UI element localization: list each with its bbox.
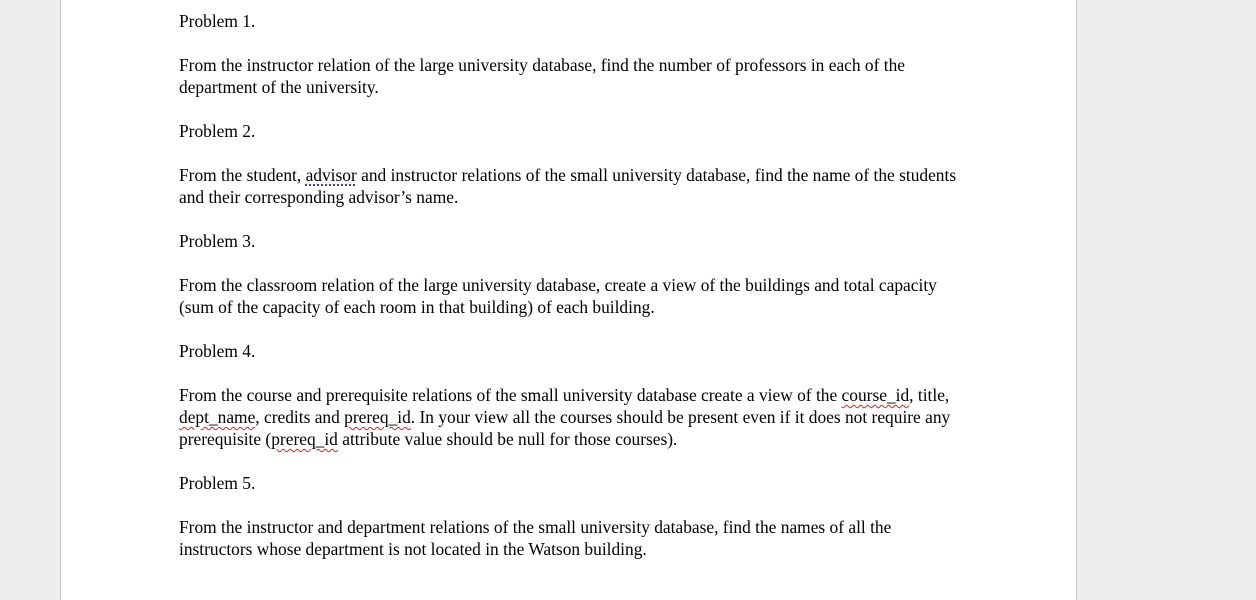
problem-heading: Problem 1. bbox=[179, 11, 256, 31]
text-run: From the course and prerequisite relations of the small university database create a view of the bbox=[179, 385, 842, 405]
document-page bbox=[60, 0, 1077, 600]
text-run: . In your view all the courses should be present even if it does not require any prerequisite ( bbox=[179, 407, 955, 449]
problem-text bbox=[179, 164, 969, 208]
text-run: and instructor relations of the small university database, find the name of the students and their corresponding advisor’s name. bbox=[179, 165, 961, 207]
problem-heading: Problem 4. bbox=[179, 341, 256, 361]
text-run: attribute value should be null for those courses). bbox=[337, 429, 678, 449]
spellcheck-flagged-word: prereq_id bbox=[344, 407, 411, 427]
problem-heading: Problem 2. bbox=[179, 121, 256, 141]
problem-heading: Problem 3. bbox=[179, 231, 256, 251]
text-run: , credits and bbox=[255, 407, 345, 427]
spellcheck-flagged-word: prereq_id bbox=[271, 429, 338, 449]
problem-text bbox=[179, 54, 969, 98]
text-run: From the instructor and department relations of the small university database, find the names of all the instructors whose department is not located in the Watson building. bbox=[179, 517, 896, 559]
text-run: From the student, bbox=[179, 165, 306, 185]
text-run: , title, bbox=[909, 385, 954, 405]
problem-text bbox=[179, 274, 969, 318]
text-run: From the classroom relation of the large university database, create a view of the buildings and total capacity (sum of the capacity of each room in that building) of each building. bbox=[179, 275, 942, 317]
problem-text bbox=[179, 516, 969, 560]
text-run: From the instructor relation of the large university database, find the number of professors in each of the department of the university. bbox=[179, 55, 910, 97]
problem-text bbox=[179, 384, 969, 450]
grammar-flagged-word: advisor bbox=[305, 165, 357, 185]
spellcheck-flagged-word: dept_name bbox=[179, 407, 256, 427]
document-body[interactable] bbox=[179, 10, 969, 582]
problem-heading: Problem 5. bbox=[179, 473, 256, 493]
spellcheck-flagged-word: course_id bbox=[841, 385, 910, 405]
